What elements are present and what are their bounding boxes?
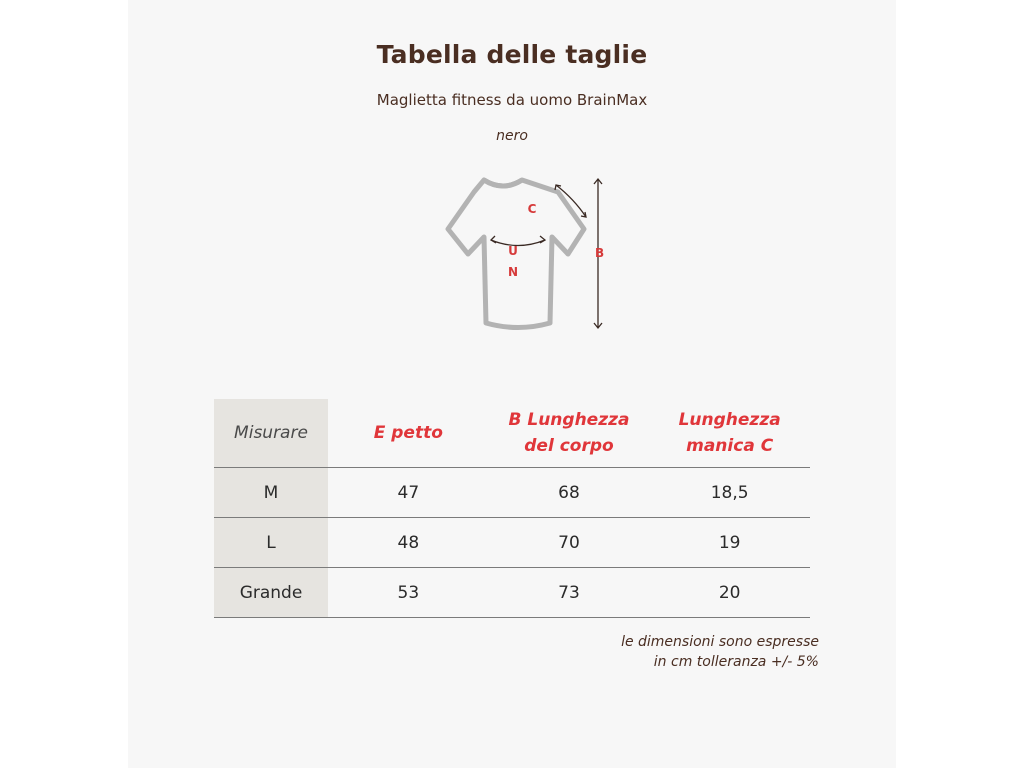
header-body-length bbox=[489, 399, 650, 468]
product-color: nero bbox=[496, 128, 528, 144]
table-header-row bbox=[214, 399, 810, 468]
header-sleeve-length bbox=[649, 399, 810, 468]
sleeve-length-cell: 18,5 bbox=[649, 468, 810, 518]
body-length-cell: 68 bbox=[489, 468, 650, 518]
chest-cell: 48 bbox=[328, 518, 489, 568]
chest-cell: 47 bbox=[328, 468, 489, 518]
sleeve-length-cell: 20 bbox=[649, 568, 810, 618]
header-sleeve-length-text: Lunghezza manica C bbox=[678, 409, 781, 456]
chest-label-top: U bbox=[508, 244, 518, 258]
chest-label-bottom: N bbox=[507, 265, 519, 279]
tolerance-note-line-1: le dimensioni sono espresse bbox=[621, 634, 819, 650]
body-length-cell: 70 bbox=[489, 518, 650, 568]
header-measure: Misurare bbox=[214, 399, 328, 468]
tolerance-note bbox=[519, 632, 819, 673]
page-title: Tabella delle taglie bbox=[376, 40, 648, 69]
table-row bbox=[214, 568, 810, 618]
tolerance-note-line-2: in cm tolleranza +/- 5% bbox=[653, 654, 819, 671]
table-row bbox=[214, 468, 810, 518]
chest-arrow-icon bbox=[491, 236, 545, 246]
sleeve-label: C bbox=[527, 202, 537, 216]
length-label: B bbox=[595, 246, 605, 260]
table-row bbox=[214, 518, 810, 568]
header-chest: E petto bbox=[328, 399, 489, 468]
size-cell: M bbox=[214, 468, 328, 518]
header-body-length-text: B Lunghezza del corpo bbox=[508, 409, 630, 456]
size-cell: L bbox=[214, 518, 328, 568]
sleeve-length-cell: 19 bbox=[649, 518, 810, 568]
body-length-cell: 73 bbox=[489, 568, 650, 618]
size-cell: Grande bbox=[214, 568, 328, 618]
t-shirt-diagram bbox=[408, 165, 628, 340]
product-name: Maglietta fitness da uomo BrainMax bbox=[376, 91, 648, 109]
chest-cell: 53 bbox=[328, 568, 489, 618]
size-table bbox=[214, 399, 810, 618]
size-chart-card bbox=[128, 0, 896, 768]
